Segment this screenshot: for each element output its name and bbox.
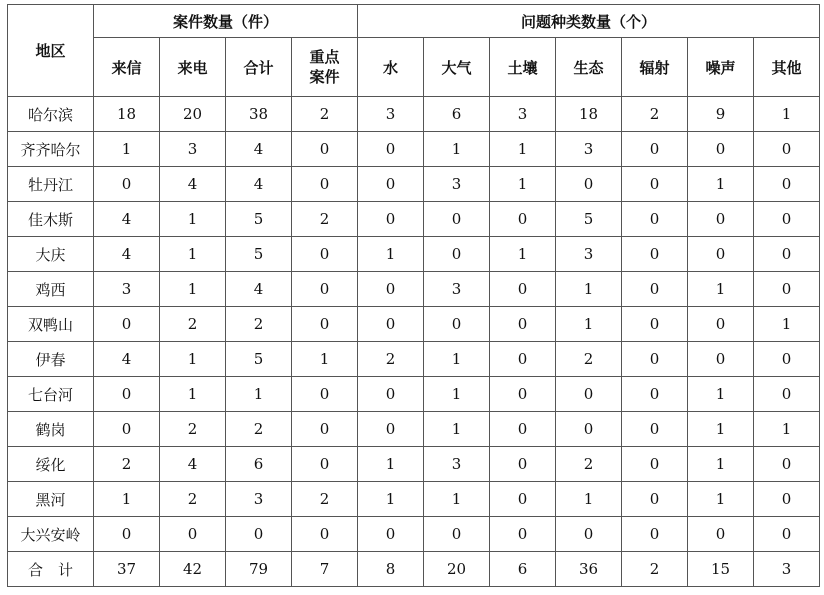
value-cell: 1 bbox=[688, 167, 754, 202]
region-cell: 双鸭山 bbox=[8, 307, 94, 342]
value-cell: 1 bbox=[490, 237, 556, 272]
value-cell: 4 bbox=[160, 167, 226, 202]
region-cell: 七台河 bbox=[8, 377, 94, 412]
value-cell: 1 bbox=[424, 342, 490, 377]
value-cell: 0 bbox=[490, 272, 556, 307]
value-cell: 0 bbox=[622, 517, 688, 552]
value-cell: 1 bbox=[424, 377, 490, 412]
value-cell: 42 bbox=[160, 552, 226, 587]
table-body bbox=[8, 97, 820, 587]
table-row bbox=[8, 307, 820, 342]
value-cell: 2 bbox=[358, 342, 424, 377]
value-cell: 0 bbox=[622, 307, 688, 342]
value-cell: 1 bbox=[490, 167, 556, 202]
value-cell: 2 bbox=[94, 447, 160, 482]
table-row bbox=[8, 342, 820, 377]
header-column: 辐射 bbox=[622, 38, 688, 97]
value-cell: 0 bbox=[94, 412, 160, 447]
value-cell: 0 bbox=[688, 237, 754, 272]
value-cell: 0 bbox=[556, 412, 622, 447]
value-cell: 1 bbox=[424, 132, 490, 167]
value-cell: 0 bbox=[358, 202, 424, 237]
value-cell: 8 bbox=[358, 552, 424, 587]
value-cell: 3 bbox=[754, 552, 820, 587]
value-cell: 3 bbox=[556, 132, 622, 167]
table-row bbox=[8, 482, 820, 517]
value-cell: 1 bbox=[424, 412, 490, 447]
header-group-cases: 案件数量（件） bbox=[94, 5, 358, 38]
value-cell: 5 bbox=[226, 202, 292, 237]
value-cell: 4 bbox=[226, 132, 292, 167]
value-cell: 0 bbox=[358, 307, 424, 342]
value-cell: 18 bbox=[556, 97, 622, 132]
header-region: 地区 bbox=[8, 5, 94, 97]
header-column: 生态 bbox=[556, 38, 622, 97]
value-cell: 1 bbox=[556, 307, 622, 342]
value-cell: 0 bbox=[490, 377, 556, 412]
value-cell: 0 bbox=[424, 237, 490, 272]
value-cell: 0 bbox=[556, 167, 622, 202]
value-cell: 0 bbox=[292, 377, 358, 412]
value-cell: 3 bbox=[424, 272, 490, 307]
value-cell: 9 bbox=[688, 97, 754, 132]
value-cell: 5 bbox=[226, 237, 292, 272]
value-cell: 1 bbox=[94, 132, 160, 167]
value-cell: 0 bbox=[490, 447, 556, 482]
table-row bbox=[8, 132, 820, 167]
value-cell: 0 bbox=[358, 517, 424, 552]
value-cell: 18 bbox=[94, 97, 160, 132]
value-cell: 3 bbox=[226, 482, 292, 517]
value-cell: 0 bbox=[490, 202, 556, 237]
value-cell: 1 bbox=[226, 377, 292, 412]
value-cell: 1 bbox=[556, 482, 622, 517]
value-cell: 20 bbox=[160, 97, 226, 132]
value-cell: 1 bbox=[160, 202, 226, 237]
region-cell: 牡丹江 bbox=[8, 167, 94, 202]
value-cell: 0 bbox=[622, 482, 688, 517]
value-cell: 0 bbox=[754, 237, 820, 272]
value-cell: 0 bbox=[424, 517, 490, 552]
value-cell: 0 bbox=[622, 272, 688, 307]
value-cell: 1 bbox=[688, 377, 754, 412]
value-cell: 0 bbox=[688, 202, 754, 237]
value-cell: 0 bbox=[688, 132, 754, 167]
value-cell: 1 bbox=[94, 482, 160, 517]
header-row-columns bbox=[8, 38, 820, 97]
value-cell: 1 bbox=[688, 447, 754, 482]
value-cell: 7 bbox=[292, 552, 358, 587]
value-cell: 1 bbox=[490, 132, 556, 167]
value-cell: 38 bbox=[226, 97, 292, 132]
region-cell: 鸡西 bbox=[8, 272, 94, 307]
region-cell: 绥化 bbox=[8, 447, 94, 482]
value-cell: 0 bbox=[754, 132, 820, 167]
value-cell: 1 bbox=[160, 342, 226, 377]
value-cell: 3 bbox=[424, 167, 490, 202]
value-cell: 1 bbox=[556, 272, 622, 307]
value-cell: 2 bbox=[622, 97, 688, 132]
value-cell: 2 bbox=[226, 412, 292, 447]
value-cell: 2 bbox=[556, 447, 622, 482]
value-cell: 6 bbox=[424, 97, 490, 132]
value-cell: 2 bbox=[292, 97, 358, 132]
value-cell: 4 bbox=[226, 272, 292, 307]
value-cell: 1 bbox=[358, 237, 424, 272]
value-cell: 15 bbox=[688, 552, 754, 587]
value-cell: 4 bbox=[94, 237, 160, 272]
value-cell: 0 bbox=[424, 202, 490, 237]
value-cell: 0 bbox=[292, 517, 358, 552]
value-cell: 0 bbox=[556, 517, 622, 552]
value-cell: 0 bbox=[754, 167, 820, 202]
value-cell: 0 bbox=[622, 202, 688, 237]
value-cell: 6 bbox=[226, 447, 292, 482]
value-cell: 0 bbox=[292, 447, 358, 482]
value-cell: 0 bbox=[94, 377, 160, 412]
value-cell: 0 bbox=[622, 167, 688, 202]
value-cell: 3 bbox=[556, 237, 622, 272]
value-cell: 0 bbox=[94, 517, 160, 552]
value-cell: 0 bbox=[292, 272, 358, 307]
value-cell: 79 bbox=[226, 552, 292, 587]
value-cell: 0 bbox=[424, 307, 490, 342]
value-cell: 0 bbox=[622, 132, 688, 167]
value-cell: 4 bbox=[94, 342, 160, 377]
value-cell: 36 bbox=[556, 552, 622, 587]
region-cell: 伊春 bbox=[8, 342, 94, 377]
header-column: 土壤 bbox=[490, 38, 556, 97]
header-column: 大气 bbox=[424, 38, 490, 97]
table-row bbox=[8, 202, 820, 237]
value-cell: 1 bbox=[754, 412, 820, 447]
header-row-groups bbox=[8, 5, 820, 38]
value-cell: 0 bbox=[358, 132, 424, 167]
value-cell: 1 bbox=[754, 307, 820, 342]
table-row bbox=[8, 237, 820, 272]
region-cell: 齐齐哈尔 bbox=[8, 132, 94, 167]
value-cell: 5 bbox=[556, 202, 622, 237]
value-cell: 2 bbox=[292, 202, 358, 237]
value-cell: 0 bbox=[754, 482, 820, 517]
value-cell: 0 bbox=[754, 517, 820, 552]
value-cell: 0 bbox=[622, 237, 688, 272]
value-cell: 1 bbox=[160, 272, 226, 307]
region-cell: 大庆 bbox=[8, 237, 94, 272]
value-cell: 0 bbox=[622, 412, 688, 447]
header-column: 来电 bbox=[160, 38, 226, 97]
value-cell: 0 bbox=[556, 377, 622, 412]
value-cell: 0 bbox=[226, 517, 292, 552]
value-cell: 1 bbox=[358, 482, 424, 517]
table-row bbox=[8, 97, 820, 132]
value-cell: 4 bbox=[160, 447, 226, 482]
value-cell: 3 bbox=[358, 97, 424, 132]
table-row bbox=[8, 377, 820, 412]
value-cell: 1 bbox=[688, 272, 754, 307]
value-cell: 0 bbox=[358, 377, 424, 412]
value-cell: 3 bbox=[424, 447, 490, 482]
value-cell: 0 bbox=[754, 447, 820, 482]
value-cell: 0 bbox=[688, 307, 754, 342]
value-cell: 0 bbox=[160, 517, 226, 552]
header-group-issues: 问题种类数量（个） bbox=[358, 5, 820, 38]
value-cell: 0 bbox=[754, 202, 820, 237]
value-cell: 6 bbox=[490, 552, 556, 587]
value-cell: 2 bbox=[292, 482, 358, 517]
value-cell: 0 bbox=[754, 342, 820, 377]
table-row bbox=[8, 517, 820, 552]
region-cell: 黑河 bbox=[8, 482, 94, 517]
table-row bbox=[8, 447, 820, 482]
header-column: 来信 bbox=[94, 38, 160, 97]
value-cell: 0 bbox=[490, 482, 556, 517]
value-cell: 0 bbox=[688, 517, 754, 552]
value-cell: 2 bbox=[160, 412, 226, 447]
header-column: 重点案件 bbox=[292, 38, 358, 97]
value-cell: 0 bbox=[94, 167, 160, 202]
value-cell: 0 bbox=[358, 412, 424, 447]
value-cell: 3 bbox=[490, 97, 556, 132]
value-cell: 1 bbox=[754, 97, 820, 132]
value-cell: 4 bbox=[94, 202, 160, 237]
region-cell: 佳木斯 bbox=[8, 202, 94, 237]
value-cell: 0 bbox=[292, 412, 358, 447]
value-cell: 1 bbox=[358, 447, 424, 482]
value-cell: 4 bbox=[226, 167, 292, 202]
value-cell: 2 bbox=[226, 307, 292, 342]
value-cell: 3 bbox=[160, 132, 226, 167]
value-cell: 0 bbox=[688, 342, 754, 377]
header-column: 水 bbox=[358, 38, 424, 97]
value-cell: 0 bbox=[358, 272, 424, 307]
value-cell: 0 bbox=[94, 307, 160, 342]
value-cell: 0 bbox=[622, 342, 688, 377]
value-cell: 0 bbox=[490, 307, 556, 342]
value-cell: 0 bbox=[292, 237, 358, 272]
total-row bbox=[8, 552, 820, 587]
value-cell: 1 bbox=[292, 342, 358, 377]
table-row bbox=[8, 167, 820, 202]
value-cell: 0 bbox=[490, 342, 556, 377]
value-cell: 0 bbox=[292, 167, 358, 202]
table-row bbox=[8, 272, 820, 307]
value-cell: 1 bbox=[424, 482, 490, 517]
header-column: 其他 bbox=[754, 38, 820, 97]
value-cell: 2 bbox=[556, 342, 622, 377]
value-cell: 5 bbox=[226, 342, 292, 377]
value-cell: 37 bbox=[94, 552, 160, 587]
value-cell: 0 bbox=[490, 412, 556, 447]
value-cell: 0 bbox=[622, 447, 688, 482]
value-cell: 0 bbox=[754, 377, 820, 412]
value-cell: 0 bbox=[292, 307, 358, 342]
value-cell: 2 bbox=[160, 482, 226, 517]
value-cell: 2 bbox=[160, 307, 226, 342]
header-column: 噪声 bbox=[688, 38, 754, 97]
value-cell: 0 bbox=[358, 167, 424, 202]
value-cell: 1 bbox=[160, 377, 226, 412]
value-cell: 1 bbox=[160, 237, 226, 272]
header-column: 合计 bbox=[226, 38, 292, 97]
value-cell: 2 bbox=[622, 552, 688, 587]
statistics-table bbox=[7, 4, 820, 587]
value-cell: 0 bbox=[754, 272, 820, 307]
value-cell: 0 bbox=[490, 517, 556, 552]
table-row bbox=[8, 412, 820, 447]
region-cell: 大兴安岭 bbox=[8, 517, 94, 552]
value-cell: 0 bbox=[292, 132, 358, 167]
value-cell: 1 bbox=[688, 482, 754, 517]
value-cell: 0 bbox=[622, 377, 688, 412]
region-cell: 合 计 bbox=[8, 552, 94, 587]
region-cell: 哈尔滨 bbox=[8, 97, 94, 132]
value-cell: 20 bbox=[424, 552, 490, 587]
region-cell: 鹤岗 bbox=[8, 412, 94, 447]
value-cell: 3 bbox=[94, 272, 160, 307]
value-cell: 1 bbox=[688, 412, 754, 447]
